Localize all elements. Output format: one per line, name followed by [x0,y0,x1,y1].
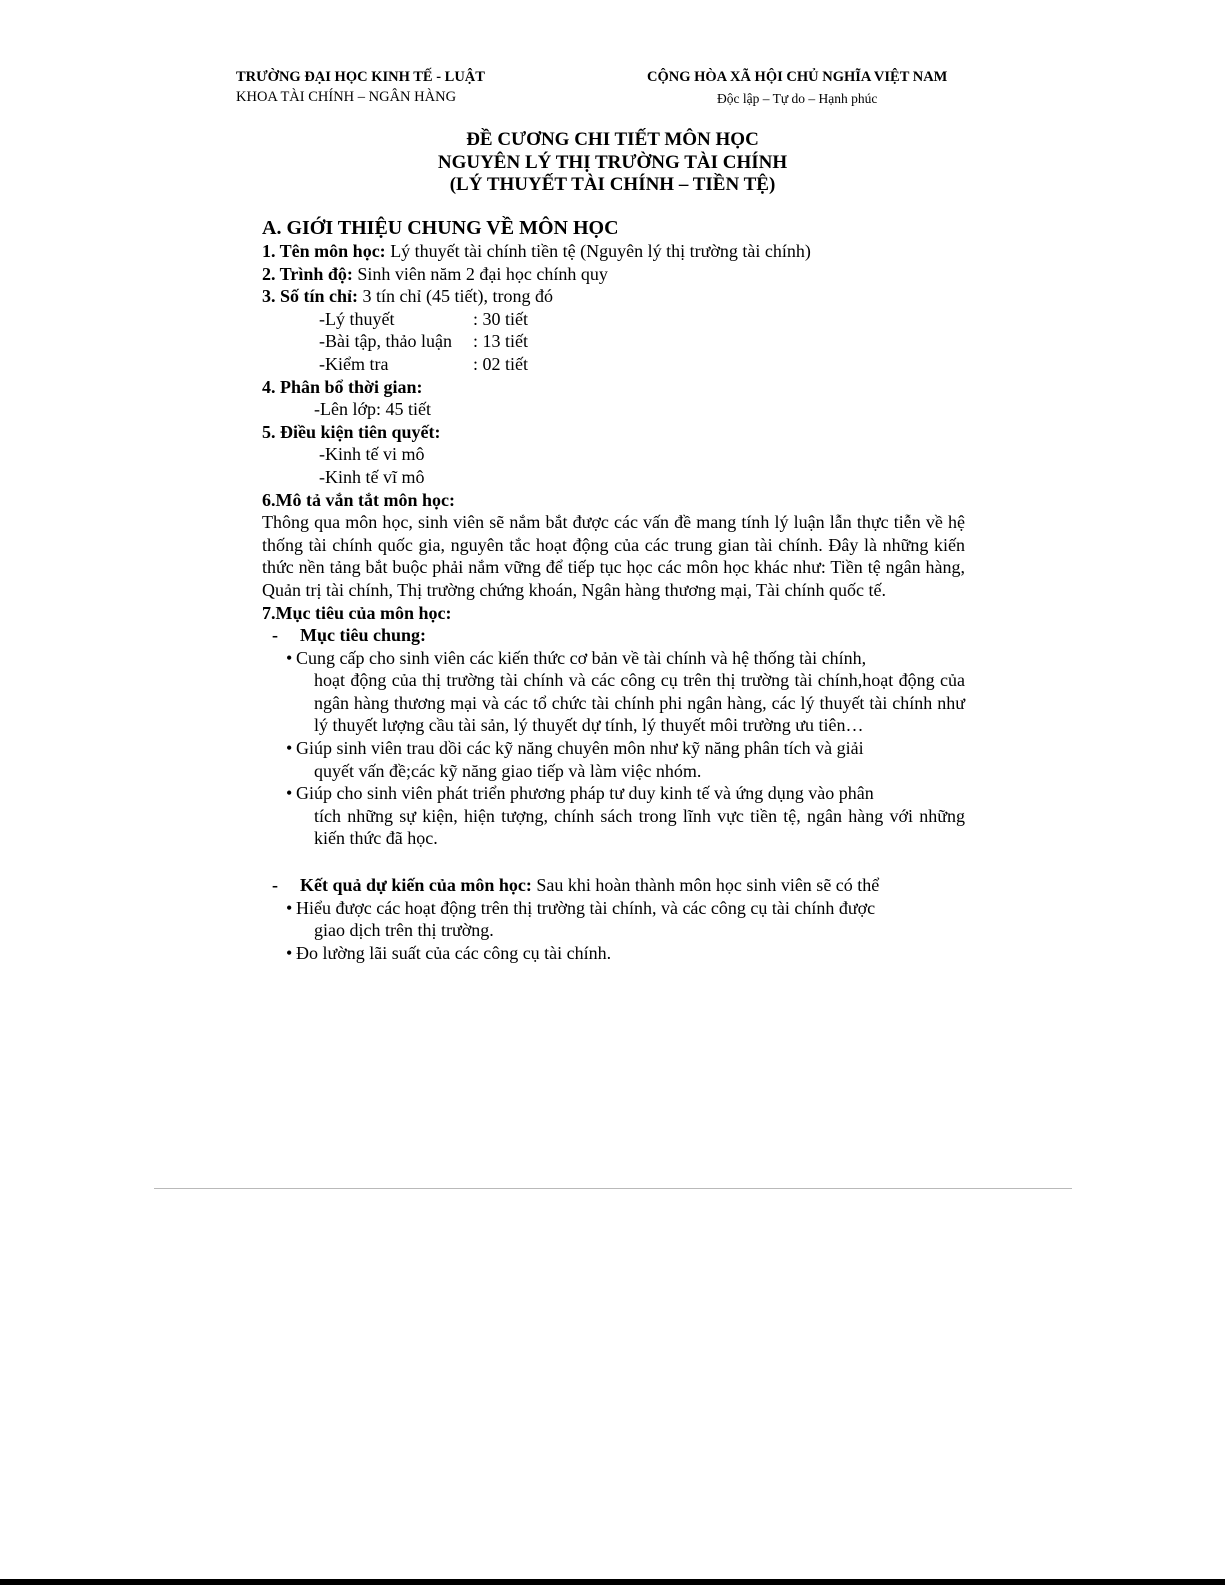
section-a-heading: A. GIỚI THIỆU CHUNG VỀ MÔN HỌC [262,217,619,239]
item-4-label: 4. Phân bổ thời gian: [262,376,423,397]
item-1-label: 1. Tên môn học: [262,241,386,261]
outcome-bullet [262,942,965,965]
item-3 [262,285,965,308]
dash-marker: - [272,875,278,896]
faculty-name: KHOA TÀI CHÍNH – NGÂN HÀNG [236,89,457,105]
item-3-value: 3 tín chỉ (45 tiết), trong đó [358,286,553,307]
bullet-first-line: Cung cấp cho sinh viên các kiến thức cơ bản về tài chính và hệ thống tài chính, [296,647,867,668]
item-1 [262,240,965,263]
dash-marker: - [272,625,278,646]
expected-outcomes-heading [262,874,965,897]
title-line-3: (LÝ THUYẾT TÀI CHÍNH – TIỀN TỆ) [449,174,776,195]
bullet-icon: • [286,897,293,918]
document-body [262,216,965,964]
bullet-icon: • [286,942,293,963]
bullet-first-line: Giúp sinh viên trau dồi các kỹ năng chuyên môn như kỹ năng phân tích và giải [296,738,864,759]
prerequisite: -Kinh tế vi mô [319,444,425,465]
objective-bullet [262,782,965,850]
credit-row-value: : 13 tiết [473,331,528,352]
credit-row [262,330,965,353]
bullet-continuation: giao dịch trên thị trường. [314,920,494,941]
header-right [647,67,947,109]
item-2 [262,263,965,286]
national-title: CỘNG HÒA XÃ HỘI CHỦ NGHĨA VIỆT NAM [647,69,948,85]
bullet-first-line: Hiểu được các hoạt động trên thị trường tài chính, và các công cụ tài chính được [296,897,876,918]
bullet-continuation: tích những sự kiện, hiện tượng, chính sách trong lĩnh vực tiền tệ, ngân hàng với những kiến thức đã học. [314,805,965,849]
university-name: TRƯỜNG ĐẠI HỌC KINH TẾ - LUẬT [236,69,485,85]
item-4-line: -Lên lớp: 45 tiết [314,399,431,420]
credit-row [262,353,965,376]
item-7-label: 7.Mục tiêu của môn học: [262,602,452,623]
credit-row-value: : 30 tiết [473,308,528,329]
bullet-icon: • [286,738,293,759]
general-objectives-label: Mục tiêu chung: [300,625,426,646]
title-line-1: ĐỀ CƯƠNG CHI TIẾT MÔN HỌC [466,129,759,150]
item-5-label: 5. Điều kiện tiên quyết: [262,421,441,442]
bullet-continuation: hoạt động của thị trường tài chính và các công cụ trên thị trường tài chính,hoạt động của ngân hàng thương mại và các tổ chức tài chính phi ngân hàng, các lý thuyết tài chính như lý thuyết lượng cầu tài sản, lý thuyết dự tính, lý thuyết môi trường ưu tiên… [314,670,965,736]
bullet-icon: • [286,783,293,804]
bullet-first-line: Đo lường lãi suất của các công cụ tài chính. [296,942,612,963]
objective-bullet [262,737,965,782]
item-2-label: 2. Trình độ: [262,263,353,284]
credit-row-key: -Bài tập, thảo luận [319,331,452,352]
credit-row [262,308,965,331]
course-description: Thông qua môn học, sinh viên sẽ nắm bắt được các vấn đề mang tính lý luận lẫn thực tiễn về hệ thống tài chính quốc gia, nguyên tắc hoạt động của các trung gian tài chính. Đây là những kiến thức nền tảng bắt buộc phải nắm vững để tiếp tục học các môn học khác như: Tiền tệ ngân hàng, Quản trị tài chính, Thị trường chứng khoán, Ngân hàng thương mại, Tài chính quốc tế. [262,512,965,600]
outcome-bullet [262,897,965,942]
credit-row-key: -Kiểm tra [319,353,389,374]
item-2-value: Sinh viên năm 2 đại học chính quy [352,263,608,284]
bullet-continuation: quyết vấn đề;các kỹ năng giao tiếp và làm việc nhóm. [314,760,702,781]
page-divider [154,1188,1072,1189]
document-title [0,129,1225,197]
national-motto: Độc lập – Tự do – Hạnh phúc [716,91,878,106]
item-3-label: 3. Số tín chỉ: [262,286,359,307]
bullet-icon: • [286,647,293,668]
expected-outcomes-value: Sau khi hoàn thành môn học sinh viên sẽ có thể [531,875,880,896]
credit-row-key: -Lý thuyết [319,308,395,329]
expected-outcomes-label: Kết quả dự kiến của môn học: [300,875,532,896]
objective-bullet [262,647,965,737]
bullet-first-line: Giúp cho sinh viên phát triển phương pháp tư duy kinh tế và ứng dụng vào phân [296,783,874,804]
item-6-label: 6.Mô tả vắn tắt môn học: [262,489,455,510]
bottom-border [0,1579,1225,1585]
general-objectives-heading [262,624,965,647]
title-line-2: NGUYÊN LÝ THỊ TRƯỜNG TÀI CHÍNH [437,151,788,173]
header-left [236,67,485,107]
item-1-value: Lý thuyết tài chính tiền tệ (Nguyên lý thị trường tài chính) [385,241,811,261]
credit-row-value: : 02 tiết [473,353,528,374]
prerequisite: -Kinh tế vĩ mô [319,466,425,487]
